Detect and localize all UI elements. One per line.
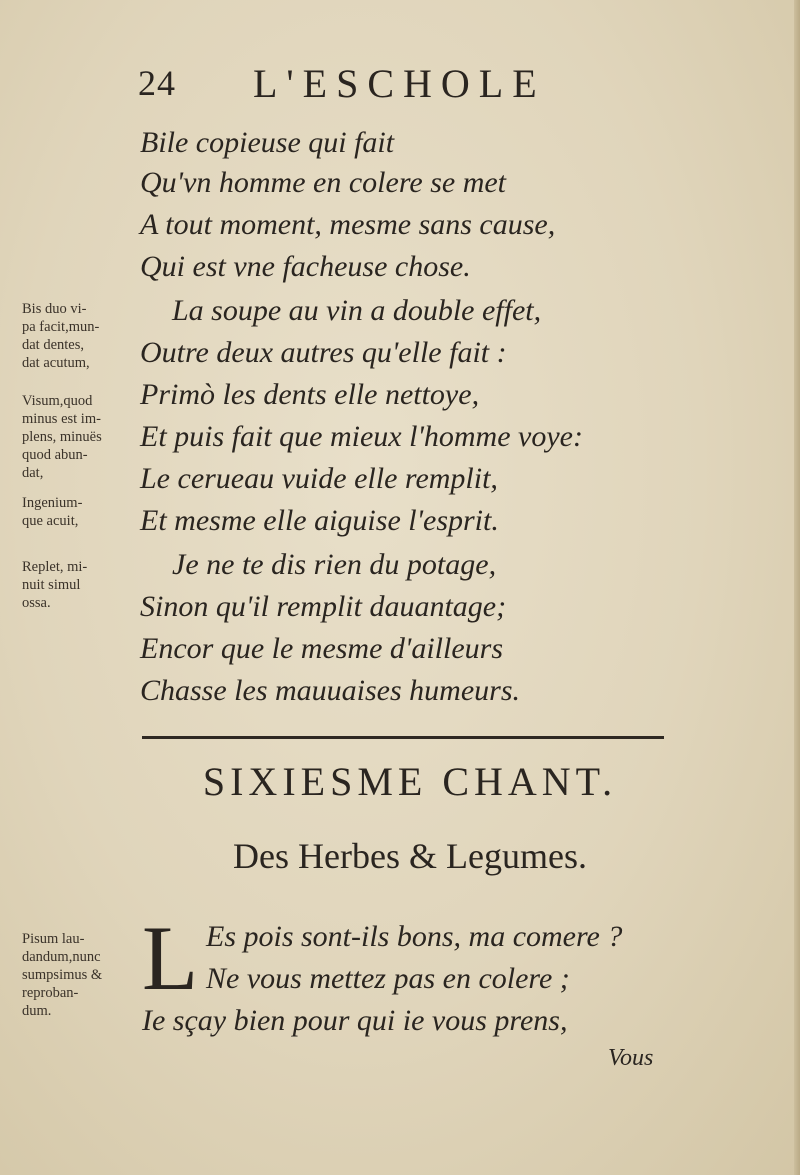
running-title: L'ESCHOLE (253, 61, 546, 106)
chant-subtitle: Des Herbes & Legumes. (233, 836, 587, 876)
verse-line: Je ne te dis rien du potage, (172, 548, 497, 581)
verse-line: A tout moment, mesme sans cause, (140, 208, 556, 241)
margin-note: Bis duo vi- pa facit,mun- dat dentes, dat acutum, (22, 301, 100, 371)
verse-line: Es pois sont-ils bons, ma comere ? (206, 920, 623, 953)
drop-cap: L (142, 907, 199, 1009)
margin-note: Visum,quod minus est im- plens, minuës quod abun- dat, (22, 393, 102, 481)
verse-line: Sinon qu'il remplit dauantage; (140, 590, 507, 623)
verse-line: Bile copieuse qui fait (140, 126, 395, 159)
page-number: 24 (138, 63, 176, 103)
verse-line: Ne vous mettez pas en colere ; (206, 962, 570, 995)
verse-line: Ie sçay bien pour qui ie vous prens, (142, 1004, 568, 1037)
verse-line: Le cerueau vuide elle remplit, (140, 462, 498, 495)
verse-line: La soupe au vin a double effet, (172, 294, 542, 327)
verse-line: Et mesme elle aiguise l'esprit. (140, 504, 499, 537)
catchword: Vous (608, 1045, 654, 1071)
verse-line: Qui est vne facheuse chose. (140, 250, 471, 283)
verse-line: Chasse les mauuaises humeurs. (140, 674, 520, 707)
page-edge (794, 0, 800, 1175)
margin-note: Ingenium- que acuit, (22, 495, 83, 529)
section-divider (142, 736, 664, 739)
margin-note: Replet, mi- nuit simul ossa. (22, 559, 88, 611)
verse-line: Encor que le mesme d'ailleurs (140, 632, 504, 665)
verse-line: Outre deux autres qu'elle fait : (140, 336, 507, 369)
chant-title: SIXIESME CHANT. (202, 759, 618, 804)
verse-line: Et puis fait que mieux l'homme voye: (140, 420, 583, 453)
page-header (138, 60, 658, 110)
verse-line: Qu'vn homme en colere se met (140, 166, 507, 199)
verse-line: Primò les dents elle nettoye, (140, 378, 480, 411)
margin-note: Pisum lau- dandum,nunc sumpsimus & reproban- dum. (22, 931, 103, 1019)
